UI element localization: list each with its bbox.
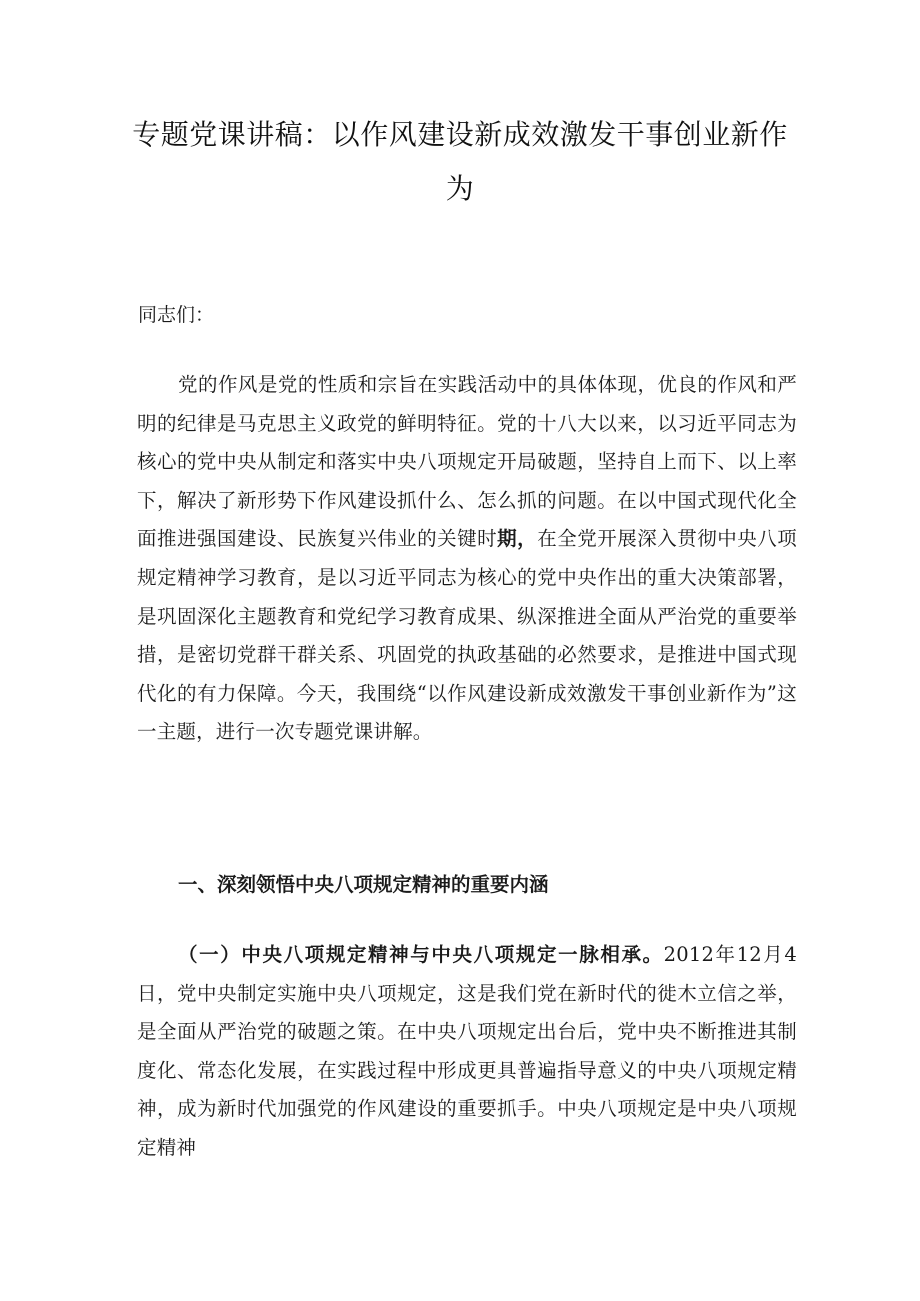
salutation: 同志们：	[138, 304, 215, 326]
section-1-paragraph-1-text: 2012年12月4日，党中央制定实施中央八项规定，这是我们党在新时代的徙木立信之举，是全面从严治党的破题之策。在中央八项规定出台后，党中央不断推进其制度化、常态化发展，在实践过程中形成更具普遍指导意义的中央八项规定精神，成为新时代加强党的作风建设的重要抓手。中央八项规定是中央八项规定精神	[137, 943, 797, 1159]
section-heading-1: 一、深刻领悟中央八项规定精神的重要内涵	[178, 873, 549, 896]
document-title: 专题党课讲稿：以作风建设新成效激发干事创业新作为	[132, 118, 788, 205]
subheading-1-lead: （一）中央八项规定精神与中央八项规定一脉相承。	[178, 943, 664, 966]
intro-paragraph	[137, 366, 797, 752]
section-1-paragraph-1	[137, 936, 797, 1168]
intro-text-part-a: 党的作风是党的性质和宗旨在实践活动中的具体体现，优良的作风和严明的纪律是马克思主义政党的鲜明特征。党的十八大以来，以习近平同志为核心的党中央从制定和落实中央八项规定开局破题，坚持自上而下、以上率下，解决了新形势下作风建设抓什么、怎么抓的问题。在以中国式现代化全面推进强国建设、民族复兴伟业的关键时	[137, 373, 797, 551]
intro-text-part-b: 在全党开展深入贯彻中央八项规定精神学习教育，是以习近平同志为核心的党中央作出的重大决策部署，是巩固深化主题教育和党纪学习教育成果、纵深推进全面从严治党的重要举措，是密切党群干群关系、巩固党的执政基础的必然要求，是推进中国式现代化的有力保障。今天，我围绕“以作风建设新成效激发干事创业新作为”这一主题，进行一次专题党课讲解。	[137, 527, 797, 744]
intro-text-bold: 期，	[497, 527, 538, 551]
